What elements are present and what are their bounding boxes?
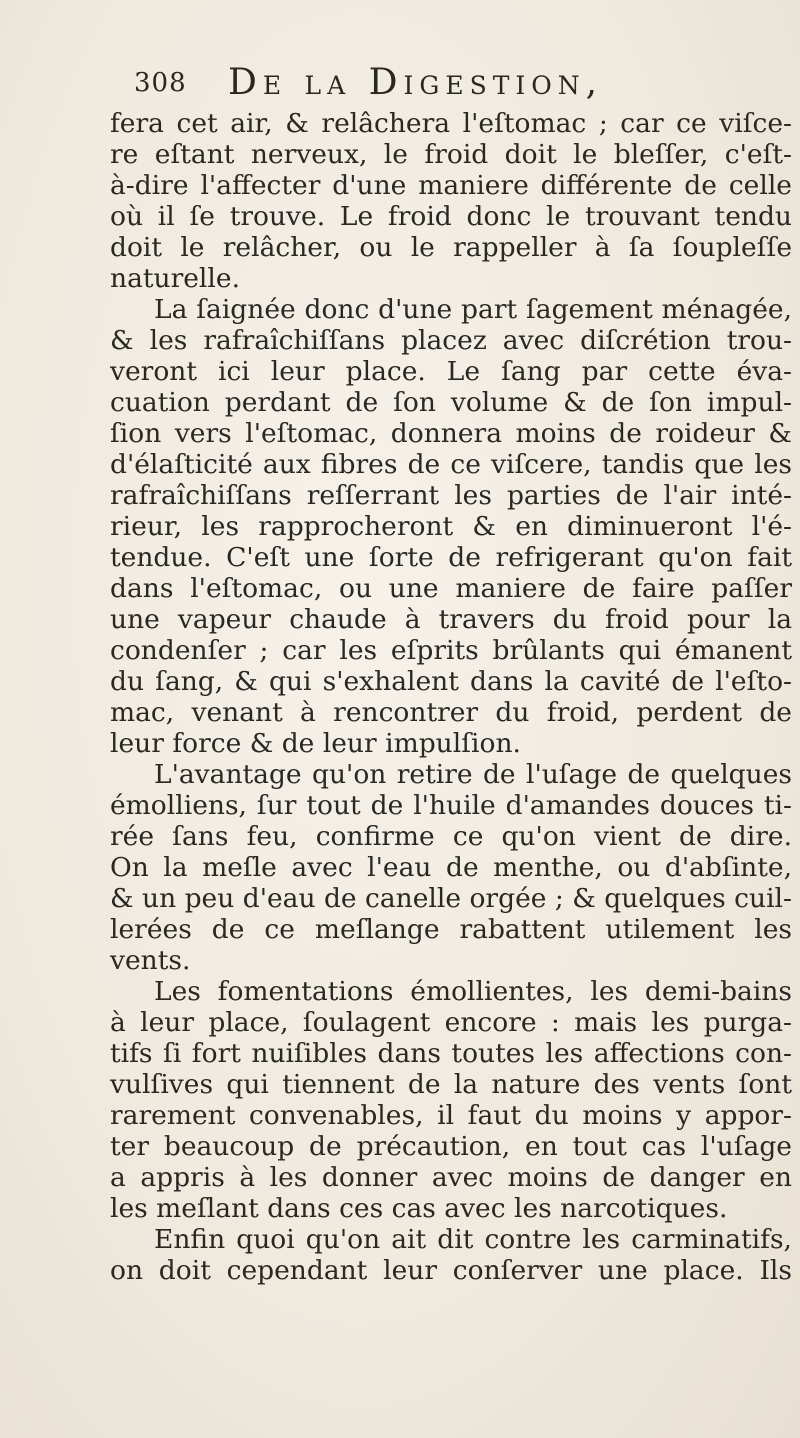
text-line: une vapeur chaude à travers du froid pour la [110,604,792,635]
text-line: condenſer ; car les eſprits brûlants qui émanent [110,635,792,666]
text-line: on doit cependant leur conſerver une place. Ils [110,1255,792,1286]
text-line: doit le relâcher, ou le rappeller à ſa ſoupleſſe [110,232,792,263]
text-line: dans l'eſtomac, ou une maniere de faire paſſer [110,573,792,604]
text-line: rieur, les rapprocheront & en diminueront l'é- [110,511,792,542]
text-line: rafraîchiſſans reſſerrant les parties de l'air inté- [110,480,792,511]
text-line: à-dire l'affecter d'une maniere différente de celle [110,170,792,201]
text-line: re eſtant nerveux, le froid doit le bleſſer, c'eſt- [110,139,792,170]
text-line: a appris à les donner avec moins de danger en [110,1162,792,1193]
text-line: leur force & de leur impulſion. [110,728,521,759]
text-line: naturelle. [110,263,240,294]
text-line: veront ici leur place. Le ſang par cette éva- [110,356,792,387]
text-line: rarement convenables, il faut du moins y appor- [110,1100,792,1131]
text-line: où il ſe trouve. Le froid donc le trouvant tendu [110,201,792,232]
text-line: lerées de ce meſlange rabattent utilement les [110,914,792,945]
text-line: vents. [110,945,191,976]
page-number: 308 [134,68,187,98]
page-header [110,62,790,104]
text-line: ſion vers l'eſtomac, donnera moins de roideur & [110,418,792,449]
text-line: Enfin quoi qu'on ait dit contre les carminatifs, [154,1224,792,1255]
text-line: à leur place, ſoulagent encore : mais les purga- [110,1007,792,1038]
text-line: tifs ſi fort nuiſibles dans toutes les affections con- [110,1038,792,1069]
text-line: mac, venant à rencontrer du froid, perdent de [110,697,792,728]
text-line: tendue. C'eſt une ſorte de refrigerant qu'on fait [110,542,792,573]
text-line: du ſang, & qui s'exhalent dans la cavité de l'eſto- [110,666,792,697]
text-line: cuation perdant de ſon volume & de ſon impul- [110,387,792,418]
text-line: Les fomentations émollientes, les demi-bains [154,976,792,1007]
text-line: rée ſans feu, confirme ce qu'on vient de dire. [110,821,792,852]
body-text [110,108,792,1286]
text-line: fera cet air, & relâchera l'eſtomac ; car ce viſce- [110,108,792,139]
text-line: les meſlant dans ces cas avec les narcotiques. [110,1193,728,1224]
text-line: La ſaignée donc d'une part ſagement ménagée, [154,294,792,325]
text-line: émolliens, ſur tout de l'huile d'amandes douces ti- [110,790,792,821]
text-line: L'avantage qu'on retire de l'uſage de quelques [154,759,792,790]
text-line: On la meſle avec l'eau de menthe, ou d'abſinte, [110,852,792,883]
text-line: & un peu d'eau de canelle orgée ; & quelques cuil- [110,883,792,914]
text-line: vulſives qui tiennent de la nature des vents ſont [110,1069,792,1100]
text-line: ter beaucoup de précaution, en tout cas l'uſage [110,1131,792,1162]
running-head: De la Digestion, [228,62,604,103]
text-line: d'élaſticité aux fibres de ce viſcere, tandis que les [110,449,792,480]
text-line: & les rafraîchiſſans placez avec diſcrétion trou- [110,325,792,356]
